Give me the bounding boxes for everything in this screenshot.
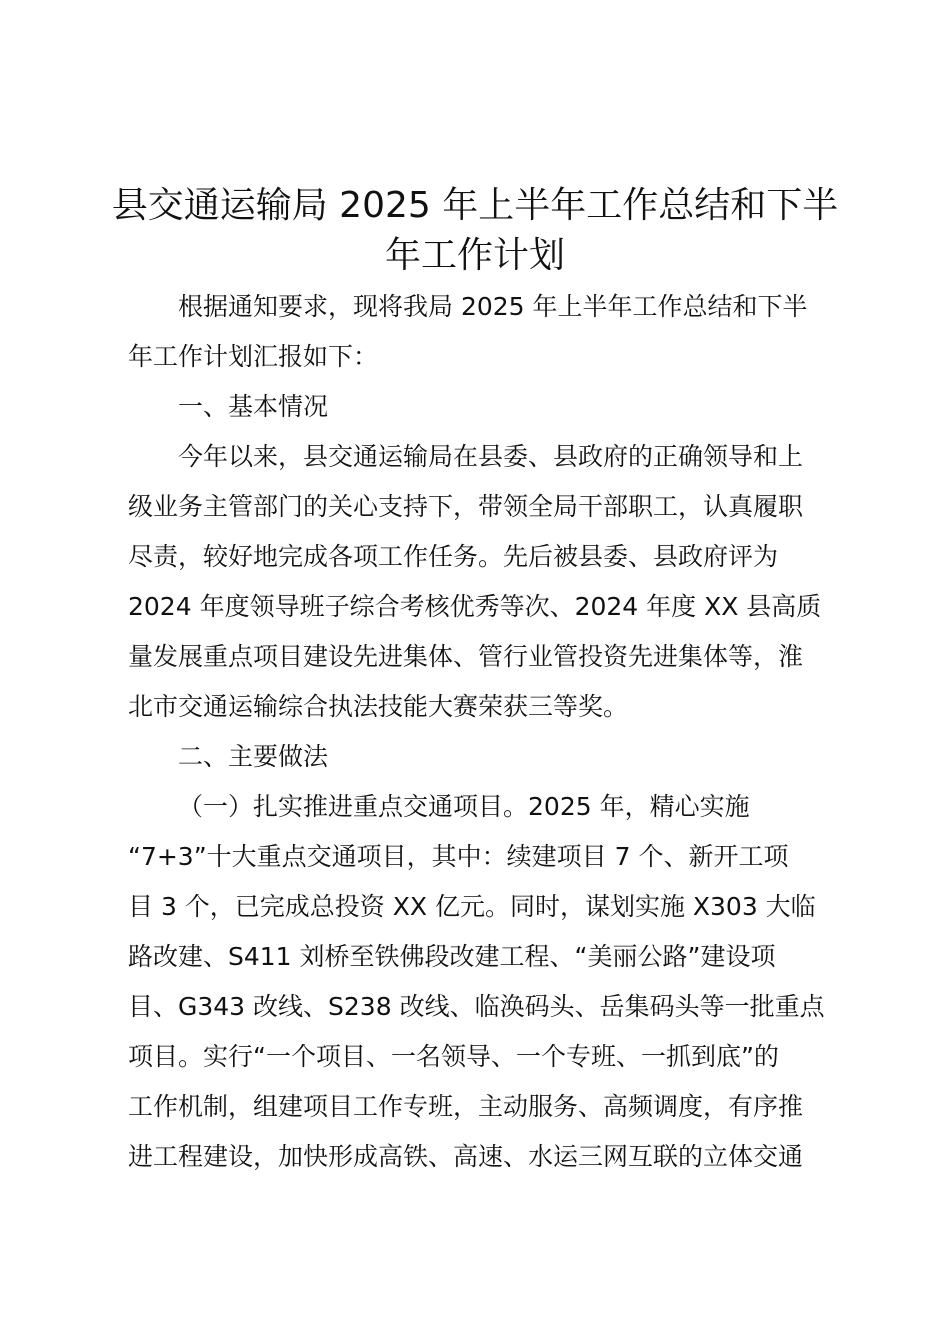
paragraph-line: （一）扎实推进重点交通项目。2025 年，精心实施 <box>178 792 750 821</box>
paragraph-line: 级业务主管部门的关心支持下，带领全局干部职工，认真履职 <box>128 492 804 521</box>
document-body <box>128 282 838 1182</box>
paragraph-line: 根据通知要求，现将我局 2025 年上半年工作总结和下半 <box>178 292 808 321</box>
paragraph-line: 目 3 个，已完成总投资 XX 亿元。同时，谋划实施 X303 大临 <box>128 892 816 921</box>
paragraph-line: 北市交通运输综合执法技能大赛荣获三等奖。 <box>128 692 629 721</box>
paragraph-line: 路改建、S411 刘桥至铁佛段改建工程、“美丽公路”建设项 <box>128 942 776 971</box>
paragraph-line: 年工作计划汇报如下： <box>128 342 379 371</box>
paragraph-line: 工作机制，组建项目工作专班，主动服务、高频调度，有序推 <box>128 1092 804 1121</box>
paragraph-line: 今年以来，县交通运输局在县委、县政府的正确领导和上 <box>178 442 804 471</box>
paragraph-line: 尽责，较好地完成各项工作任务。先后被县委、县政府评为 <box>128 542 779 571</box>
paragraph-line: 进工程建设，加快形成高铁、高速、水运三网互联的立体交通 <box>128 1142 804 1171</box>
section-heading: 二、主要做法 <box>178 742 329 771</box>
section-heading: 一、基本情况 <box>178 392 329 421</box>
paragraph-line: “7+3”十大重点交通项目，其中：续建项目 7 个、新开工项 <box>128 842 789 871</box>
title-line: 年工作计划 <box>384 235 565 276</box>
paragraph-line: 项目。实行“一个项目、一名领导、一个专班、一抓到底”的 <box>128 1042 779 1071</box>
paragraph-line: 目、G343 改线、S238 改线、临涣码头、岳集码头等一批重点 <box>128 992 825 1021</box>
document-title <box>110 180 840 280</box>
paragraph-line: 量发展重点项目建设先进集体、管行业管投资先进集体等，淮 <box>128 642 804 671</box>
title-line: 县交通运输局 2025 年上半年工作总结和下半 <box>111 185 839 226</box>
paragraph-line: 2024 年度领导班子综合考核优秀等次、2024 年度 XX 县高质 <box>128 592 822 621</box>
